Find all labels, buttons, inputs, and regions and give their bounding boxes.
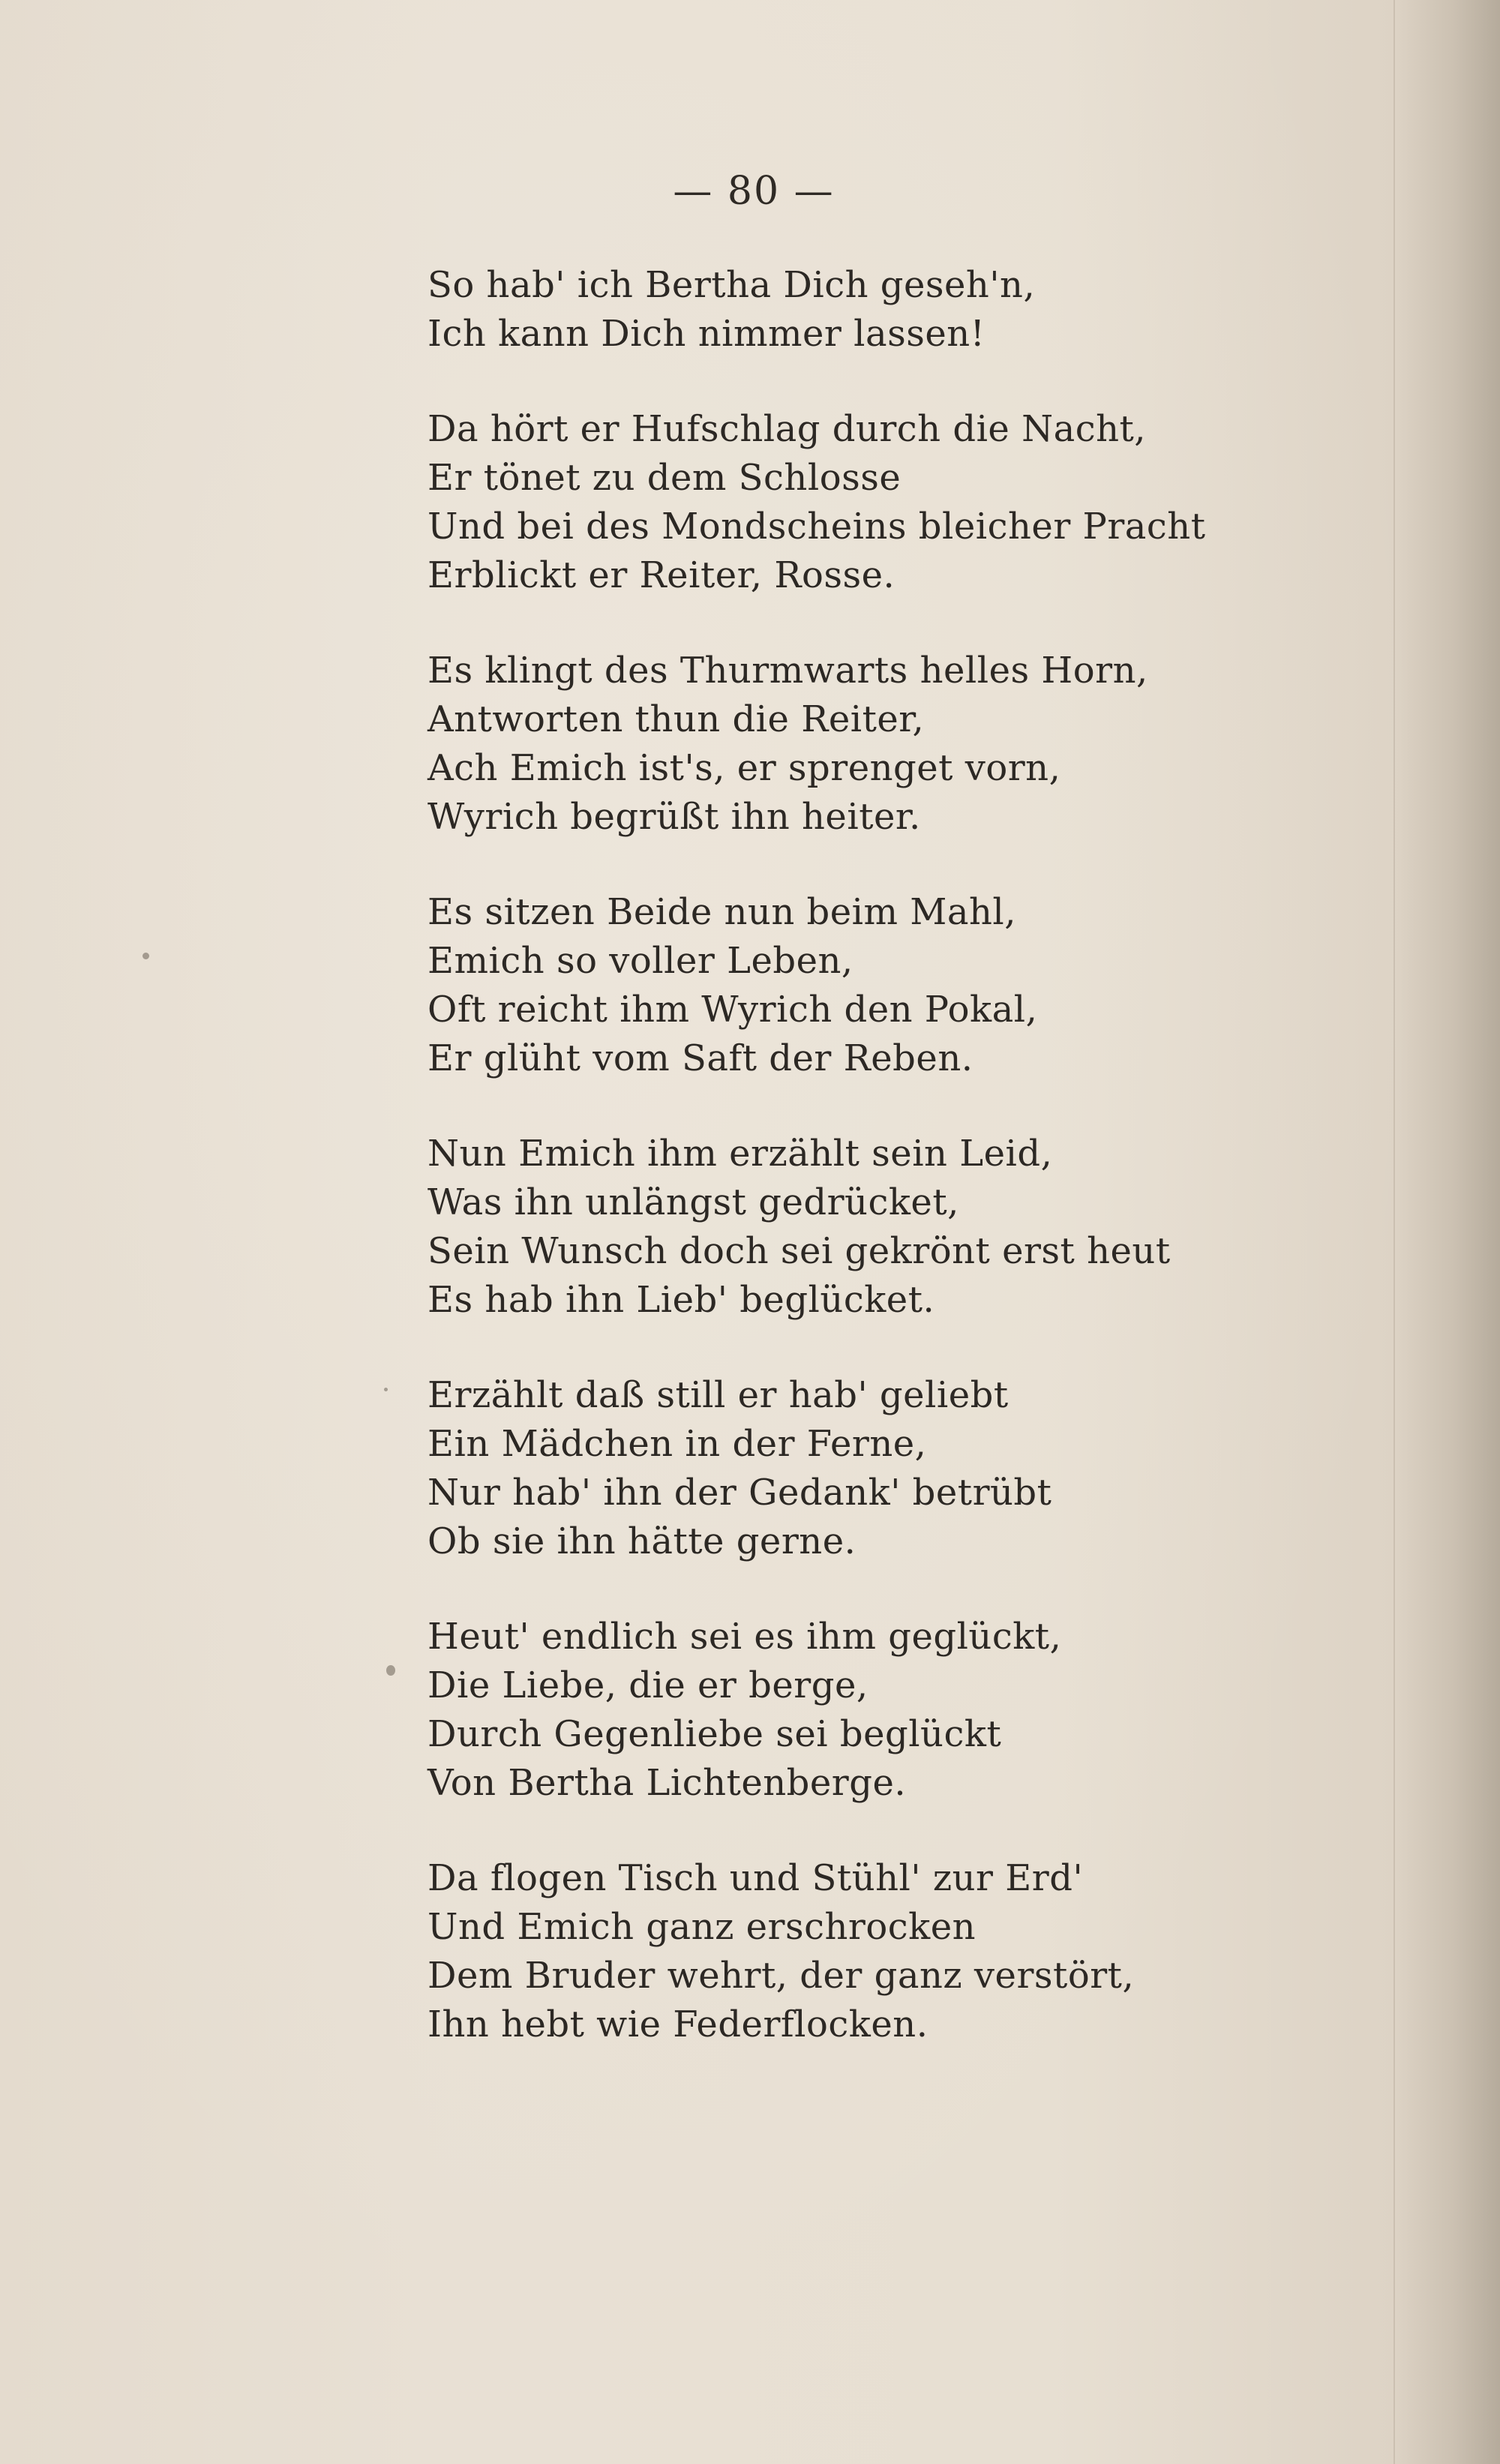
paper-speck <box>384 1388 388 1391</box>
poem-line: Dem Bruder wehrt, der ganz verstört, <box>428 1955 1135 1997</box>
stanza-4 <box>428 888 1178 1083</box>
poem-line: Ich kann Dich nimmer lassen! <box>428 313 986 355</box>
stanza-7 <box>428 1613 1178 1808</box>
poem-body <box>428 261 1206 2096</box>
page-number: — 80 — <box>673 169 835 214</box>
poem-line: Wyrich begrüßt ihn heiter. <box>428 796 921 838</box>
poem-line: Es hab ihn Lieb' beglücket. <box>428 1279 935 1321</box>
poem-line: Durch Gegenliebe sei beglückt <box>428 1713 1002 1755</box>
poem-line: Ihn hebt wie Federflocken. <box>428 2003 928 2045</box>
poem-line: Antworten thun die Reiter, <box>428 698 925 740</box>
poem-line: Sein Wunsch doch sei gekrönt erst heut <box>428 1230 1171 1272</box>
poem-line: Es klingt des Thurmwarts helles Horn, <box>428 650 1148 692</box>
poem-line: Von Bertha Lichtenberge. <box>428 1762 907 1804</box>
poem-line: Und bei des Mondscheins bleicher Pracht <box>428 506 1206 548</box>
poem-line: Er glüht vom Saft der Reben. <box>428 1037 974 1079</box>
poem-line: Und Emich ganz erschrocken <box>428 1906 976 1948</box>
page-edge-line <box>1394 0 1395 2464</box>
paper-speck <box>142 953 149 959</box>
poem-line: Er tönet zu dem Schlosse <box>428 457 902 499</box>
poem-line: Emich so voller Leben, <box>428 940 854 982</box>
stanza-8 <box>428 1854 1178 2049</box>
poem-line: Ein Mädchen in der Ferne, <box>428 1423 927 1465</box>
poem-line: Erzählt daß still er hab' geliebt <box>428 1374 1009 1416</box>
stanza-5 <box>428 1130 1178 1325</box>
poem-line: Nur hab' ihn der Gedank' betrübt <box>428 1472 1052 1514</box>
stanza-6 <box>428 1371 1178 1566</box>
poem-line: Was ihn unlängst gedrücket, <box>428 1181 959 1223</box>
stanza-3 <box>428 647 1178 842</box>
poem-line: Erblickt er Reiter, Rosse. <box>428 554 896 596</box>
poem-line: Ach Emich ist's, er sprenget vorn, <box>428 747 1061 789</box>
poem-line: Die Liebe, die er berge, <box>428 1664 868 1706</box>
poem-line: Nun Emich ihm erzählt sein Leid, <box>428 1133 1053 1175</box>
stanza-2 <box>428 405 1206 600</box>
poem-line: So hab' ich Bertha Dich geseh'n, <box>428 264 1036 306</box>
poem-line: Heut' endlich sei es ihm geglückt, <box>428 1616 1062 1658</box>
poem-line: Ob sie ihn hätte gerne. <box>428 1520 856 1562</box>
poem-line: Da hört er Hufschlag durch die Nacht, <box>428 408 1147 450</box>
paper-speck <box>386 1665 395 1676</box>
stanza-1 <box>428 261 1178 359</box>
poem-line: Es sitzen Beide nun beim Mahl, <box>428 891 1017 933</box>
page-gutter-shadow <box>1395 0 1500 2464</box>
poem-line: Da flogen Tisch und Stühl' zur Erd' <box>428 1857 1084 1899</box>
poem-line: Oft reicht ihm Wyrich den Pokal, <box>428 989 1038 1031</box>
